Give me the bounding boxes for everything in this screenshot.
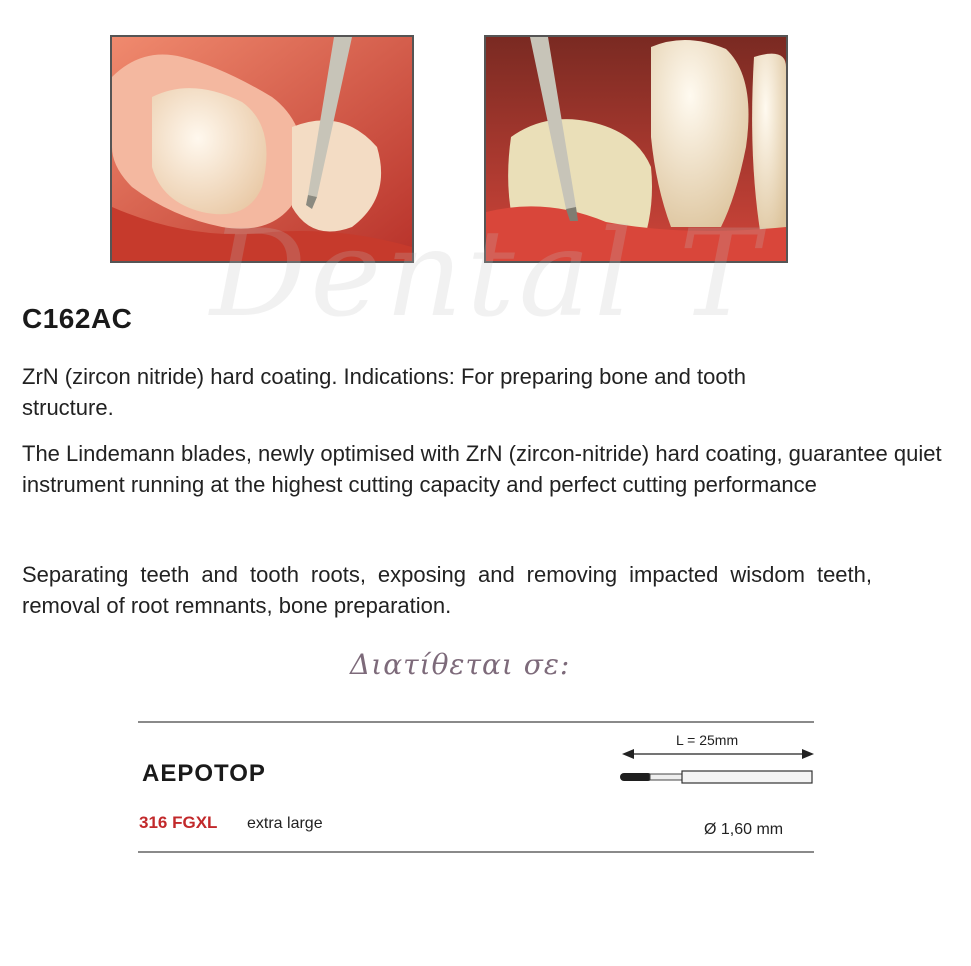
product-code: 316 FGXL [139, 813, 218, 832]
bur-drawing [620, 740, 816, 790]
photo-left [110, 35, 414, 263]
description-indications: Separating teeth and tooth roots, exposing and removing impacted wisdom teeth, removal of root remnants, bone preparation. [22, 562, 872, 618]
photo-right [484, 35, 788, 263]
product-size: extra large [247, 815, 323, 832]
availability-heading: Διατίθεται σε: [350, 648, 571, 681]
divider-top [138, 721, 814, 723]
diameter-label: Ø 1,60 mm [704, 821, 784, 838]
divider-bottom [138, 851, 814, 853]
length-label: L = 25mm [676, 732, 739, 748]
watermark: Dental T [210, 205, 763, 344]
description-coating: ZrN (zircon nitride) hard coating. Indications: For preparing bone and tooth structure. [22, 364, 746, 420]
section-name: ΑΕΡΟΤΟΡ [142, 760, 266, 787]
description-blades: The Lindemann blades, newly optimised with ZrN (zircon-nitride) hard coating, guarantee quiet instrument running at the highest cutting capacity and perfect cutting performance [22, 441, 942, 497]
product-code-title: C162AC [22, 303, 133, 334]
